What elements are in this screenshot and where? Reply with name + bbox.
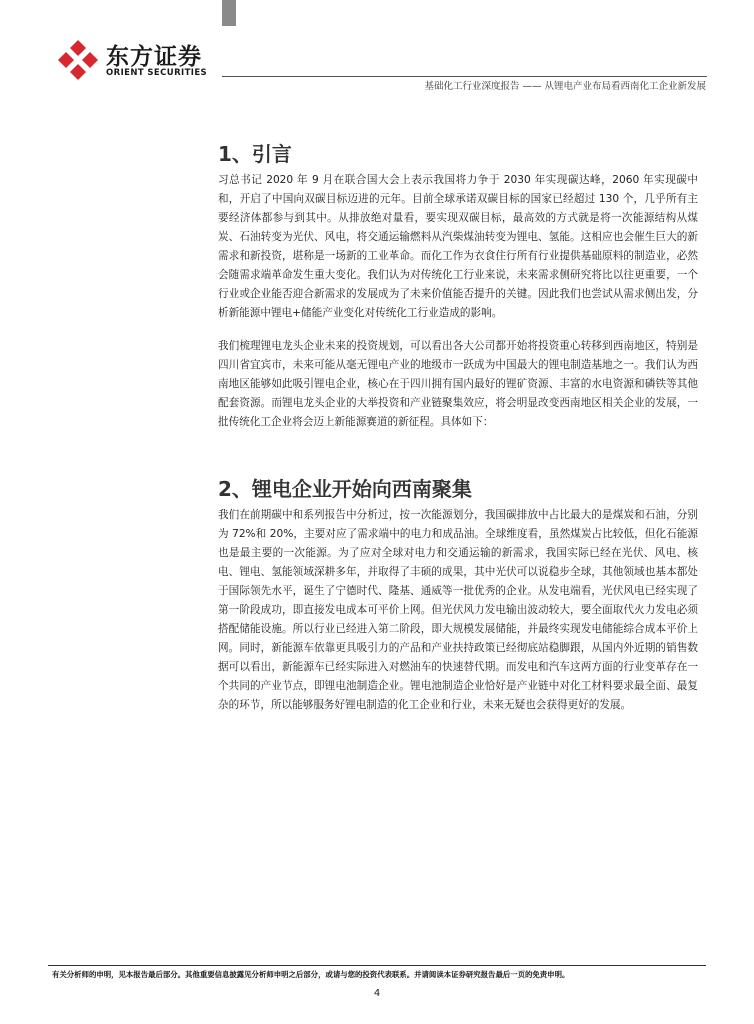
page-number: 4: [373, 988, 381, 999]
paragraph: 我们在前期碳中和系列报告中分析过，按一次能源划分，我国碳排放中占比最大的是煤炭和石油，分别为 72%和 20%，主要对应了需求端中的电力和成品油。全球维度看，虽然煤炭占比较低，但化石能源也是最主要的一次能源。为了应对全球对电力和交通运输的新需求，我国实际已经在光伏、风电、核电、锂电、氢能领域深耕多年，并取得了丰硕的成果，其中光伏可以说稳步全球，其他领域也基本都处于国际领先水平，诞生了宁德时代、隆基、通威等一批优秀的企业。从发电端看，光伏风电已经实现了第一阶段成功，即直接发电成本可平价上网。但光伏风力发电输出波动较大，要全面取代火力发电必须搭配储能设施。所以行业已经进入第二阶段，即大规模发展储能，并最终实现发电储能综合成本平价上网。同时，新能源车依靠更具吸引力的产品和产业扶持政策已经彻底站稳脚跟，从国内外近期的销售数据可以看出，新能源车已经实际进入对燃油车的快速替代期。而发电和汽车这两方面的行业变革存在一个共同的产业节点，即锂电池制造企业。锂电池制造企业恰好是产业链中对化工材料要求最全面、最复杂的环节，所以能够服务好锂电制造的化工企业和行业，未来无疑也会获得更好的发展。: [218, 509, 698, 711]
paragraph: 我们梳理锂电龙头企业未来的投资规划，可以看出各大公司都开始将投资重心转移到西南地区，特别是四川省宜宾市，未来可能从毫无锂电产业的地级市一跃成为中国最大的锂电制造基地之一。我们认为西南地区能够如此吸引锂电企业，核心在于四川拥有国内最好的锂矿资源、丰富的水电资源和磷铁等其他配套资源。而锂电龙头企业的大举投资和产业链聚集效应，将会明显改变西南地区相关企业的发展，一批传统化工企业将会迈上新能源赛道的新征程。具体如下：: [218, 340, 698, 428]
paragraph: 习总书记 2020 年 9 月在联合国大会上表示我国将力争于 2030 年实现碳达峰，2060 年实现碳中和，开启了中国向双碳目标迈进的元年。目前全球承诺双碳目标的国家已经超过 130 个，几乎所有主要经济体都参与到其中。从排放绝对量看，要实现双碳目标，最高效的方式就是将一次能源结构从煤炭、石油转变为光伏、风电，将交通运输燃料从汽柴煤油转变为锂电、氢能。这相应也会催生巨大的新需求和新投资，堪称是一场新的工业革命。而化工作为衣食住行所有行业提供基础原料的制造业，必然会随需求端革命发生重大变化。我们认为对传统化工行业来说，未来需求侧研究将比以往更重要，一个行业或企业能否迎合新需求的发展成为了未来价值能否提升的关键。因此我们也尝试从需求侧出发，分析新能源中锂电+储能产业变化对传统化工行业造成的影响。: [218, 174, 698, 319]
brand-name-cn: 东方证券: [106, 44, 202, 70]
header-accent-bar: [222, 0, 236, 26]
header-divider: [222, 76, 707, 77]
brand-name-en: ORIENT SECURITIES: [106, 68, 208, 78]
orient-securities-logo-icon: [56, 38, 100, 82]
section-heading-lithium: 2、锂电企业开始向西南聚集: [218, 477, 472, 501]
section-heading-introduction: 1、引言: [218, 142, 292, 166]
brand-logo: [56, 36, 208, 84]
footer-divider: [48, 965, 706, 966]
footer-disclaimer: 有关分析师的申明，见本报告最后部分。其他重要信息披露见分析师申明之后部分，或请与您的投资代表联系。并请阅读本证券研究报告最后一页的免责申明。: [52, 970, 570, 979]
report-header-title: 基础化工行业深度报告 —— 从锂电产业布局看西南化工企业新发展: [424, 81, 706, 92]
